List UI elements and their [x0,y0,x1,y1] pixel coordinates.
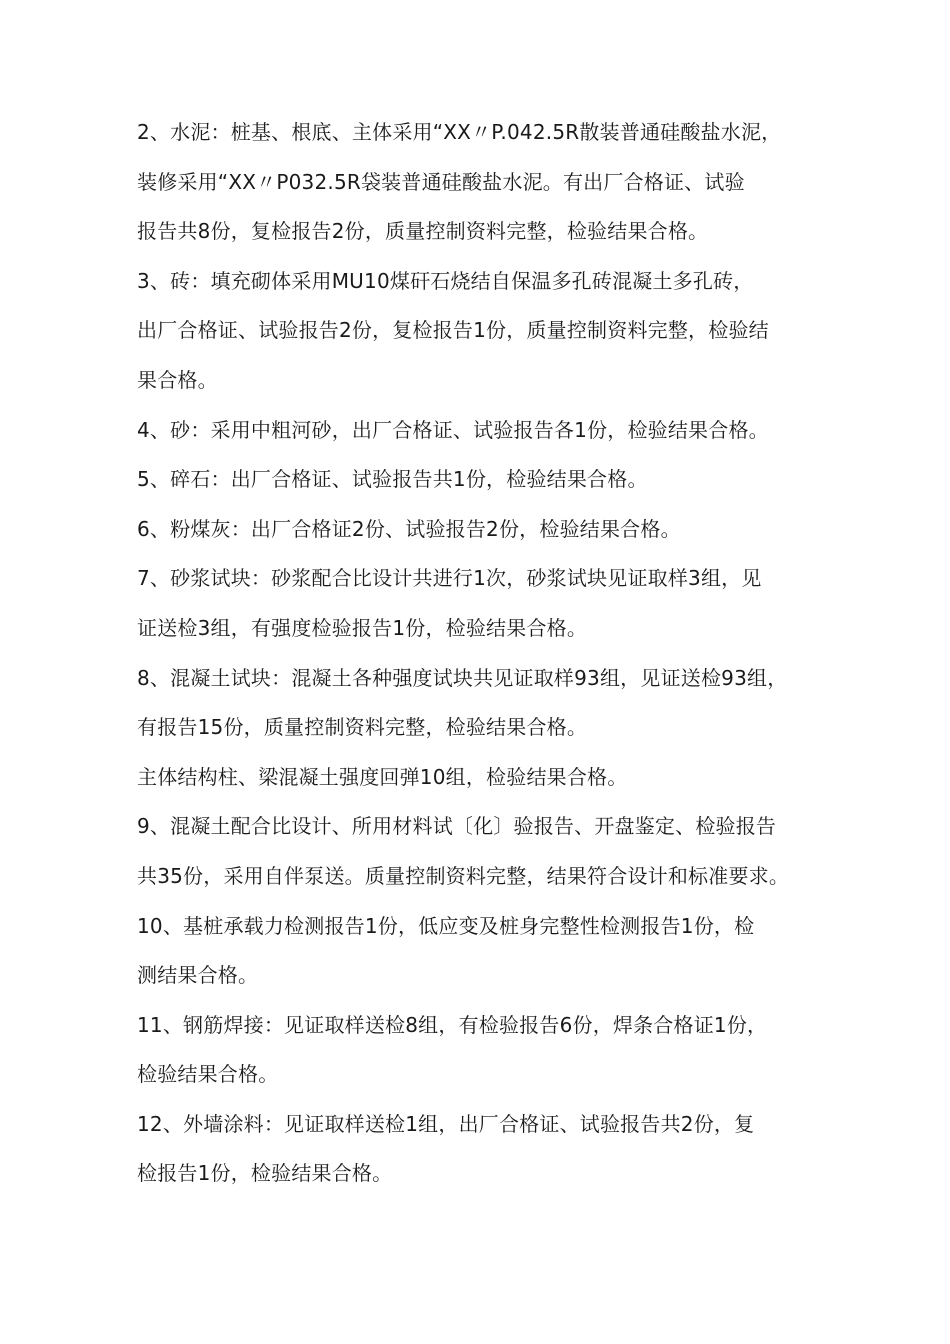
paragraph-line-22: 检报告1份，检验结果合格。 [137,1161,393,1186]
paragraph-line-8: 5、碎石：出厂合格证、试验报告共1份，检验结果合格。 [137,467,648,492]
paragraph-line-12: 8、混凝土试块：混凝土各种强度试块共见证取样93组，见证送检93组， [137,665,788,690]
paragraph-line-18: 测结果合格。 [137,963,259,988]
paragraph-line-17: 10、基桩承载力检测报告1份，低应变及桩身完整性检测报告1份，检 [137,913,755,938]
paragraph-line-10: 7、砂浆试块：砂浆配合比设计共进行1次，砂浆试块见证取样3组，见 [137,566,762,591]
paragraph-line-6: 果合格。 [137,367,218,392]
paragraph-line-14: 主体结构柱、梁混凝土强度回弹10组，检验结果合格。 [137,764,628,789]
paragraph-line-13: 有报告15份，质量控制资料完整，检验结果合格。 [137,715,588,740]
paragraph-line-9: 6、粉煤灰：出厂合格证2份、试验报告2份，检验结果合格。 [137,516,681,541]
document-body [137,108,837,1199]
paragraph-line-7: 4、砂：采用中粗河砂，出厂合格证、试验报告各1份，检验结果合格。 [137,417,769,442]
paragraph-line-20: 检验结果合格。 [137,1062,279,1087]
paragraph-line-4: 3、砖：填充砌体采用MU10煤矸石烧结自保温多孔砖混凝土多孔砖， [137,268,754,293]
paragraph-line-21: 12、外墙涂料：见证取样送检1组，出厂合格证、试验报告共2份，复 [137,1111,755,1136]
paragraph-line-19: 11、钢筋焊接：见证取样送检8组，有检验报告6份，焊条合格证1份， [137,1012,768,1037]
paragraph-line-3: 报告共8份，复检报告2份，质量控制资料完整，检验结果合格。 [137,219,709,244]
paragraph-line-15: 9、混凝土配合比设计、所用材料试〔化〕验报告、开盘鉴定、检验报告 [137,814,777,839]
paragraph-line-1: 2、水泥：桩基、根底、主体采用“XX〃P.042.5R散装普通硅酸盐水泥， [137,120,782,144]
paragraph-line-5: 出厂合格证、试验报告2份，复检报告1份，质量控制资料完整，检验结 [137,318,769,343]
paragraph-line-11: 证送检3组，有强度检验报告1份，检验结果合格。 [137,615,588,640]
paragraph-line-16: 共35份，采用自伴泵送。质量控制资料完整，结果符合设计和标准要求。 [137,863,790,888]
paragraph-line-2: 装修采用“XX〃P032.5R袋装普通硅酸盐水泥。有出厂合格证、试验 [137,169,745,194]
